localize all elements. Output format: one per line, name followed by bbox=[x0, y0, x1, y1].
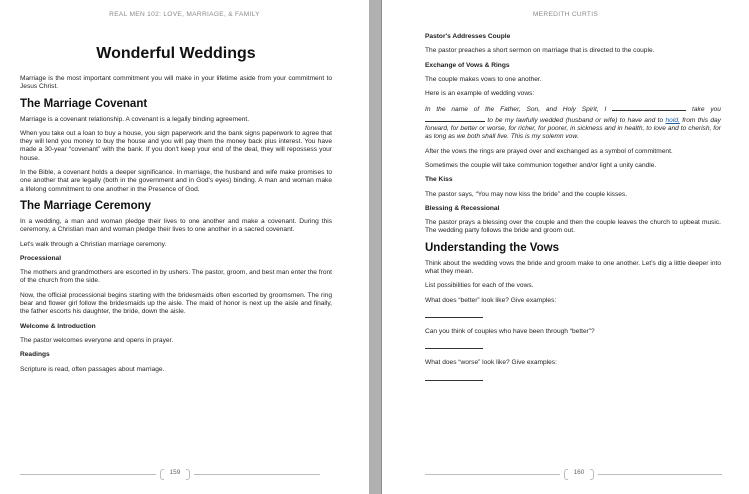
footer-rule bbox=[425, 474, 560, 475]
paragraph: Now, the official processional begins starting with the bridesmaids often escorted by groomsmen. The ring bear and flower girl follow the bridesmaids up the aisle. The maid of honor is next up the aisle and finally, the father escorts his daughter, the bride, down the aisle. bbox=[20, 291, 332, 316]
paragraph: Think about the wedding vows the bride and groom make to one another. Let's dig a little deeper into what they mean. bbox=[425, 259, 721, 276]
vow-part: to be my lawfully wedded (husband or wife) to have and to bbox=[487, 116, 664, 124]
paragraph: When you take out a loan to buy a house, you sign paperwork and the bank signs paperwork to agree that they will lend you money to buy the house and you will pay them the money back plus interest. You have made a 30-year “covenant” with the bank. If you don't keep your end of the deal, they will repossess your house. bbox=[20, 129, 332, 162]
vow-part: from this day forward, for better or worse, for richer, for poorer, in sickness and in health, to love and to cherish, for as long as we both shall live. This is my solemn vow. bbox=[425, 116, 721, 141]
page-title: Wonderful Weddings bbox=[96, 45, 256, 62]
section-heading-ceremony: The Marriage Ceremony bbox=[20, 199, 152, 212]
subheading-readings: Readings bbox=[20, 351, 50, 359]
question: Can you think of couples who have been through “better”? bbox=[425, 327, 595, 335]
subheading-blessing: Blessing & Recessional bbox=[425, 204, 500, 212]
paragraph: The pastor prays a blessing over the couple and then the couple leaves the church to upbeat music. The wedding party follows the bride and groom out. bbox=[425, 219, 721, 235]
page-number: 160 bbox=[566, 469, 592, 476]
vow-part: take you bbox=[692, 106, 721, 114]
paragraph: The pastor welcomes everyone and opens in prayer. bbox=[20, 336, 174, 344]
section-heading-understanding: Understanding the Vows bbox=[425, 241, 559, 254]
paragraph: In the Bible, a covenant holds a deeper significance. In marriage, the husband and wife make promises to one another that are legally (both in the government and in God's eyes) binding. A man and woman make a lifelong commitment to one another in the Presence of God. bbox=[20, 169, 332, 193]
subheading-addresses: Pastor's Addresses Couple bbox=[425, 33, 511, 40]
question: What does “better” look like? Give examples: bbox=[425, 296, 557, 304]
paragraph: The mothers and grandmothers are escorted in by ushers. The pastor, groom, and best man enter the front of the church from the side. bbox=[20, 269, 332, 285]
paragraph: List possibilities for each of the vows. bbox=[425, 282, 534, 290]
paragraph: The couple makes vows to one another. bbox=[425, 75, 542, 83]
question: What does “worse” look like? Give examples: bbox=[425, 359, 557, 367]
vow-part: In the name of the Father, Son, and Holy Spirit, I bbox=[425, 106, 607, 114]
paragraph: In a wedding, a man and woman pledge their lives to one another and make a covenant. During this ceremony, a Christian man and woman pledge their lives to one another in a sacred covenant. bbox=[20, 217, 332, 234]
answer-line[interactable] bbox=[425, 370, 483, 381]
paragraph: Sometimes the couple will take communion together and/or light a unity candle. bbox=[425, 161, 657, 169]
answer-line[interactable] bbox=[425, 307, 483, 318]
running-head: MEREDITH CURTIS bbox=[532, 11, 599, 18]
right-page bbox=[382, 0, 749, 494]
running-head: REAL MEN 102: LOVE, MARRIAGE, & FAMILY bbox=[109, 11, 260, 18]
footer-rule bbox=[194, 474, 320, 475]
subheading-processional: Processional bbox=[20, 254, 62, 262]
intro-paragraph: Marriage is the most important commitment you will make in your lifetime aside from your commitment to Jesus Christ. bbox=[20, 75, 332, 91]
footer-rule bbox=[598, 474, 722, 475]
paragraph: Here is an example of wedding vows: bbox=[425, 90, 535, 98]
paragraph: Let's walk through a Christian marriage ceremony. bbox=[20, 240, 167, 248]
left-page-body bbox=[20, 45, 332, 380]
page-number: 159 bbox=[162, 469, 188, 476]
right-page-body bbox=[425, 33, 721, 391]
page-footer bbox=[382, 468, 749, 480]
paragraph: The pastor preaches a short sermon on marriage that is directed to the couple. bbox=[425, 47, 655, 55]
paragraph: The pastor says, “You may now kiss the bride” and the couple kisses. bbox=[425, 190, 628, 198]
paragraph: Scripture is read, often passages about marriage. bbox=[20, 365, 165, 373]
page-footer bbox=[0, 468, 369, 480]
fill-in-blank[interactable] bbox=[612, 104, 686, 111]
vow-text bbox=[425, 104, 721, 141]
footer-rule bbox=[20, 474, 156, 475]
fill-in-blank[interactable] bbox=[425, 115, 485, 122]
left-page bbox=[0, 0, 369, 494]
hold-link[interactable]: hold, bbox=[665, 116, 680, 124]
subheading-kiss: The Kiss bbox=[425, 176, 453, 184]
answer-line[interactable] bbox=[425, 338, 483, 349]
paragraph: After the vows the rings are prayed over and exchanged as a symbol of commitment. bbox=[425, 147, 673, 155]
subheading-vows: Exchange of Vows & Rings bbox=[425, 61, 510, 69]
paragraph: Marriage is a covenant relationship. A covenant is a legally binding agreement. bbox=[20, 115, 250, 123]
subheading-welcome: Welcome & Introduction bbox=[20, 322, 96, 330]
section-heading-covenant: The Marriage Covenant bbox=[20, 97, 148, 110]
